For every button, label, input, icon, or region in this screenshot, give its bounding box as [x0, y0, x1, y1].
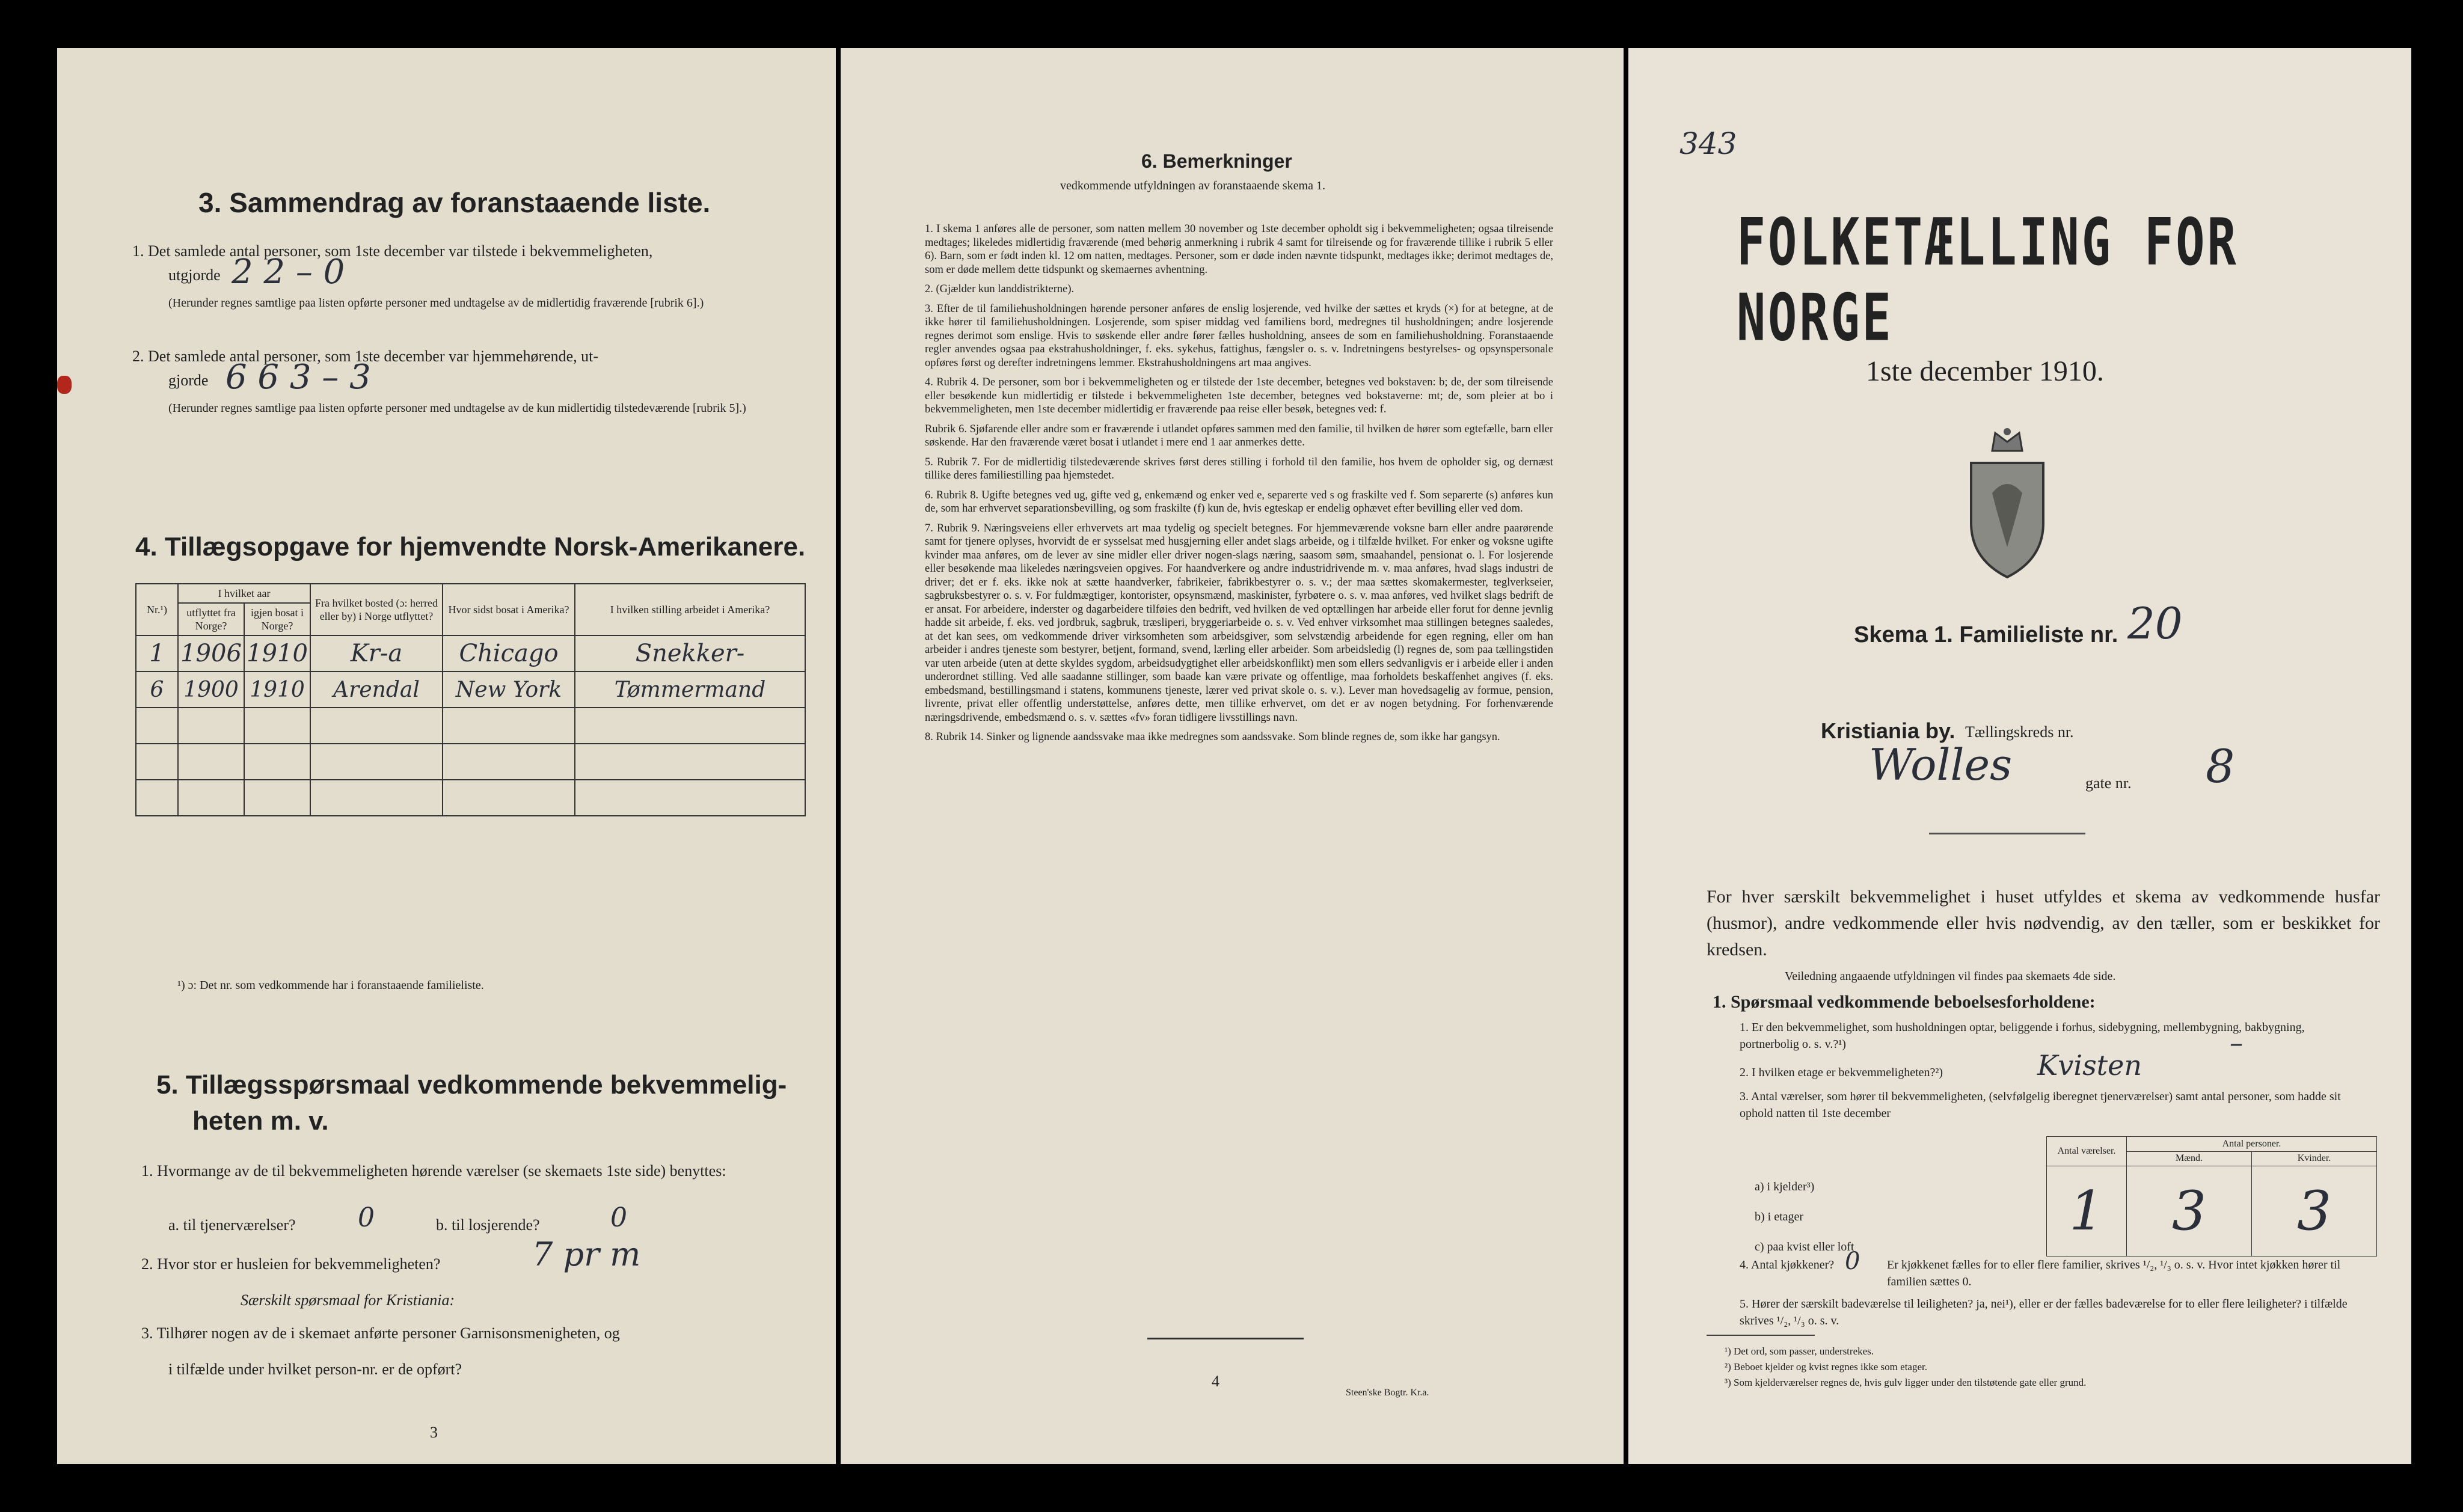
s5-q1b-value: 0: [610, 1202, 627, 1233]
col-maend: Mænd.: [2127, 1151, 2252, 1166]
question-1-value: –: [2230, 1028, 2243, 1059]
questions-title: 1. Spørsmaal vedkommende beboelsesforholdene:: [1713, 992, 2096, 1012]
s5-q1b: b. til losjerende?: [436, 1216, 540, 1234]
col-bosted: Fra hvilket bosted (ɔ: herred eller by) i Norge utflyttet?: [310, 584, 443, 635]
city-label: Kristiania by.: [1821, 718, 1955, 743]
remark-1: 1. I skema 1 anføres alle de personer, som natten mellem 30 november og 1ste december opholdt sig i bekvemmeligheten; ogsaa tilreisende medtages; likeledes midlertidig fraværende (med behørig anmerkning i rubrik 4 samt for tilreisende og for fraværende tillike i rubrik 5 eller 6). Barn, som er født inden kl. 12 om natten, medtages. Personer, som er døde inden nævnte tidspunkt, medtages ikke; derimot medtages de, som er døde mellem dette tidspunkt og skemaernes avhentning.: [925, 223, 1553, 276]
page-right: [1628, 48, 2411, 1464]
question-4: 4. Antal kjøkkener?: [1740, 1258, 1835, 1272]
row-kjelder: a) i kjelder³): [1755, 1180, 1815, 1193]
question-1: 1. Er den bekvemmelighet, som husholdningen optar, beliggende i forhus, sidebygning, mellembygning, bakbygning, portnerbolig o. s. v.?¹): [1740, 1021, 2305, 1051]
form-title: FOLKETÆLLING FOR NORGE: [1737, 204, 2239, 356]
section-3-title: 3. Sammendrag av foranstaaende liste.: [198, 187, 711, 218]
fold-shadow: [836, 0, 841, 1512]
col-aar: I hvilket aar: [178, 584, 310, 603]
remark-4b: Rubrik 6. Sjøfarende eller andre som er fraværende i utlandet opføres sammen med den familie, til hvilken de hører som egtefælle, barn eller søskende. Har den fraværende været bosat i utlandet i mere end 1 aar anmerkes dette.: [925, 423, 1553, 448]
row-etager: b) i etager: [1755, 1210, 1804, 1223]
col-amerika: Hvor sidst bosat i Amerika?: [443, 584, 575, 635]
table-row: 6 1900 1910 Arendal New York Tømmermand: [136, 672, 805, 708]
s5-q1a: a. til tjenerværelser?: [168, 1216, 296, 1234]
skema-value: 20: [2127, 598, 2183, 649]
s3-item1-value: 2 2 – 0: [232, 253, 345, 292]
section-5-title-2: heten m. v.: [192, 1106, 329, 1136]
divider: [1929, 833, 2085, 834]
kreds-label: Tællingskreds nr.: [1965, 723, 2074, 741]
gate-label: gate nr.: [2085, 774, 2132, 792]
value-kvinder: 3: [2252, 1166, 2377, 1256]
question-4-value: 0: [1845, 1247, 1860, 1275]
s5-q2-value: 7 pr m: [532, 1235, 641, 1273]
col-utflyttet: utflyttet fra Norge?: [178, 603, 244, 635]
table-row: 1 1906 1910 Kr-a Chicago Snekker-: [136, 635, 805, 672]
value-maend: 3: [2127, 1166, 2252, 1256]
table-row: [136, 708, 805, 744]
norsk-amerikanere-table: [135, 583, 806, 816]
coat-of-arms-icon: [1959, 427, 2055, 583]
form-date: 1ste december 1910.: [1866, 355, 2104, 387]
footnote-3: ³) Som kjelderværelser regnes de, hvis gulv ligger under den tilstøtende gate eller grund.: [1725, 1377, 2087, 1388]
s3-item1-note: (Herunder regnes samtlige paa listen opførte personer med undtagelse av de midlertidig fraværende [rubrik 6].): [168, 296, 704, 310]
question-3: 3. Antal værelser, som hører til bekvemmeligheten, (selvfølgelig iberegnet tjenerværelser) samt antal personer, som hadde sit ophold natten til 1ste december: [1740, 1090, 2341, 1120]
footnote-2: ²) Beboet kjelder og kvist regnes ikke som etager.: [1725, 1361, 1927, 1373]
s3-item2-value: 6 6 3 – 3: [225, 358, 371, 397]
s3-item2-line1: 2. Det samlede antal personer, som 1ste december var hjemmehørende, ut-: [132, 347, 599, 365]
table-row: [136, 780, 805, 816]
s3-item2-gjorde: gjorde: [168, 372, 209, 389]
red-wax-mark: [57, 376, 72, 394]
s5-q1: 1. Hvormange av de til bekvemmeligheten hørende værelser (se skemaets 1ste side) benyttes:: [141, 1162, 726, 1180]
printer-mark: Steen'ske Bogtr. Kr.a.: [1346, 1388, 1429, 1398]
question-2: 2. I hvilken etage er bekvemmeligheten?²): [1740, 1066, 1943, 1079]
s5-q3-line2: i tilfælde under hvilket person-nr. er de opført?: [168, 1360, 462, 1378]
s3-item1-utgjorde: utgjorde: [168, 266, 221, 284]
remark-2: 2. (Gjælder kun landdistrikterne).: [925, 283, 1075, 295]
s5-q2: 2. Hvor stor er husleien for bekvemmeligheten?: [141, 1255, 441, 1273]
question-4-rest: Er kjøkkenet fælles for to eller flere familier, skrives ¹/₂, ¹/₃ o. s. v. Hvor intet kjøkken hører til familien sættes 0.: [1887, 1258, 2341, 1288]
divider: [1707, 1335, 1815, 1336]
section-6-subtitle: vedkommende utfyldningen av foranstaaende skema 1.: [1060, 179, 1325, 192]
footnote-1: ¹) Det ord, som passer, understrekes.: [1725, 1345, 1874, 1357]
table-row: [2047, 1166, 2377, 1256]
s5-q1a-value: 0: [358, 1202, 375, 1233]
s5-q3-line1: 3. Tilhører nogen av de i skemaet anførte personer Garnisonsmenigheten, og: [141, 1324, 620, 1342]
col-personer: Antal personer.: [2127, 1137, 2377, 1152]
row-kvist: c) paa kvist eller loft: [1755, 1240, 1854, 1253]
col-nr: Nr.¹): [136, 584, 178, 635]
street-value: Wolles: [1869, 739, 2013, 790]
remark-5: 5. Rubrik 7. For de midlertidig tilstedeværende skrives først deres stilling i forhold til den familie, hos hvem de opholder sig, og dernæst tillike deres familiestilling paa hjemstedet.: [925, 456, 1553, 482]
section-4-title: 4. Tillægsopgave for hjemvendte Norsk-Amerikanere.: [135, 532, 806, 562]
section-5-title-1: 5. Tillægsspørsmaal vedkommende bekvemmelig-: [156, 1070, 787, 1100]
remark-3: 3. Efter de til familiehusholdningen hørende personer anføres de enslig losjerende, ved hvilke der sættes et kryds (×) for at betegne, at de ikke hører til familiehusholdningen. Losjerende, som spiser middag ved familiens bord, medregnes til husholdningen; andre losjerende regnes derimot som enslige. Hvis to søskende eller andre fører fælles husholdning, ansees de som en familiehusholdning. Foranstaaende regler anvendes ogsaa paa ekstrahusholdninger, f. eks. sykehus, fattighus, fængsler o. s. v. Indretningens bestyrelses- og opsynspersonale opføres først og derefter indretningens lemmer. Ekstrahusholdningens art maa angives.: [925, 302, 1553, 369]
page-number: 4: [1212, 1373, 1219, 1390]
rooms-table: [2046, 1136, 2377, 1256]
question-2-value: Kvisten: [2037, 1049, 2142, 1082]
skema-label: Skema 1. Familieliste nr.: [1854, 622, 2118, 647]
s4-footnote: ¹) ɔ: Det nr. som vedkommende har i foranstaaende familieliste.: [177, 979, 484, 992]
fold-shadow: [1624, 0, 1628, 1512]
remark-7: 7. Rubrik 9. Næringsveiens eller erhvervets art maa tydelig og specielt betegnes. For hjemmeværende voksne barn eller andre paarørende samt for tjenere oplyses, hvorvidt de er sysselsat med husgjerning eller andet slags arbeide, og i tilfælde hvilket. For enker og voksne ugifte kvinder maa anføres, om de lever av sine midler eller driver nogen-slags næring, saasom søm, smaahandel, pensionat o. l. For losjerende eller besøkende maa likeledes næringsveien opgives. For haandverkere og andre industridrivende m. v. maa anføres, hvad slags industri de driver; det er f. eks. ikke nok at sætte haandverker, fabrikeier, fabrikbestyrer o. s. v.; der maa sættes skomakermester, teglverkseier, sagbruksbestyrer o. s. v. For fuldmægtiger, kontorister, opsynsmænd, maskinister, fyrbøtere o. s. v. maa anføres, ved hvilket slags bedrift de er ansat. For arbeidere, inderster og dagarbeidere tilføies den bedrift, ved hvilken de ved optællingen har arbeide eller forut for denne jevnlig hadde sit arbeide, f. eks. ved jordbruk, sagbruk, træsliperi, bryggeriarbeide o. s. v. Ved enhver virksomhet maa stillingen betegnes saaledes, at det kan sees, om vedkommende driver virksomheten som arbeidsgiver, som selvstændig arbeidende for egen regning, eller om han arbeider i andres tjeneste som bestyrer, betjent, formand, svend, lærling eller arbeider. Som arbeidsledig (l) regnes de, som paa tællingstiden var uten arbeide (uten at dette skyldes sygdom, arbeidsudygtighet eller arbeidskonflikt) men som ellers sedvanligvis er i arbeide eller i anden underordnet stilling. Ved alle saadanne stillinger, som baade kan være private og offentlige, maa forholdets beskaffenhet angives (f. eks. embedsmand, bestillingsmand i statens, kommunens tjeneste, lærer ved privat skole o. s. v.). Lever man hovedsagelig av formue, pension, livrente, privat eller offentlig understøttelse, anføres dette, men tillike erhvervet, om det er av nogen betydning. For forhenværende næringsdrivende, embedsmænd o. s. v. sættes «fv» foran tidligere livsstillings navn.: [925, 522, 1553, 724]
col-stilling: I hvilken stilling arbeidet i Amerika?: [575, 584, 805, 635]
footnotes: [1725, 1344, 2086, 1391]
page-number: 3: [430, 1424, 438, 1441]
remarks: [925, 222, 1553, 750]
page-left: [57, 48, 836, 1464]
remark-6: 6. Rubrik 8. Ugifte betegnes ved ug, gifte ved g, enkemænd og enker ved e, separerte ved s og fraskilte ved f. Som separerte (s) anføres kun de, som har erhvervet separationsbevilling, og som fraskilte (f) kun de, hvis egteskap er endelig ophævet efter bevilling eller ved dom.: [925, 489, 1553, 515]
question-5: 5. Hører der særskilt badeværelse til leiligheten? ja, nei¹), eller er der fælles badeværelse for to eller flere leiligheter? i tilfælde skrives ¹/₂, ¹/₃ o. s. v.: [1740, 1297, 2348, 1327]
s5-special: Særskilt spørsmaal for Kristiania:: [241, 1291, 455, 1309]
gate-value: 8: [2206, 739, 2235, 793]
divider: [1147, 1338, 1304, 1339]
col-kvinder: Kvinder.: [2252, 1151, 2377, 1166]
intro-text: For hver særskilt bekvemmelighet i huset utfyldes et skema av vedkommende husfar (husmor), andre vedkommende eller hvis nødvendig, av den tæller, som er beskikket for kredsen.: [1707, 887, 2380, 960]
page-middle: [841, 48, 1624, 1464]
stamp-number: 343: [1679, 126, 1737, 161]
col-igjen: igjen bosat i Norge?: [244, 603, 310, 635]
col-vaerelser: Antal værelser.: [2047, 1137, 2127, 1166]
s3-item1-line1: 1. Det samlede antal personer, som 1ste december var tilstede i bekvemmeligheten,: [132, 242, 653, 260]
intro-note: Veiledning angaaende utfyldningen vil findes paa skemaets 4de side.: [1785, 970, 2116, 983]
remark-8: 8. Rubrik 14. Sinker og lignende aandssvake maa ikke medregnes som aandssvake. Som blinde regnes de, som ikke har gangsyn.: [925, 731, 1500, 743]
s3-item2-note: (Herunder regnes samtlige paa listen opførte personer med undtagelse av de kun midlertidig tilstedeværende [rubrik 5].): [168, 402, 746, 415]
section-6-title: 6. Bemerkninger: [1141, 150, 1292, 172]
remark-4: 4. Rubrik 4. De personer, som bor i bekvemmeligheten og er tilstede der 1ste december, betegnes ved bokstaven: b; de, der som tilreisende eller besøkende kun midlertidig er tilstede i bekvemmeligheten 1ste december, betegnes ved bokstaverne: mt; de, som pleier at bo i bekvemmeligheten, men 1ste december midlertidig er fraværende paa reise eller besøk, betegnes ved: f.: [925, 376, 1553, 415]
value-vaerelser: 1: [2047, 1166, 2127, 1256]
table-row: [136, 744, 805, 780]
